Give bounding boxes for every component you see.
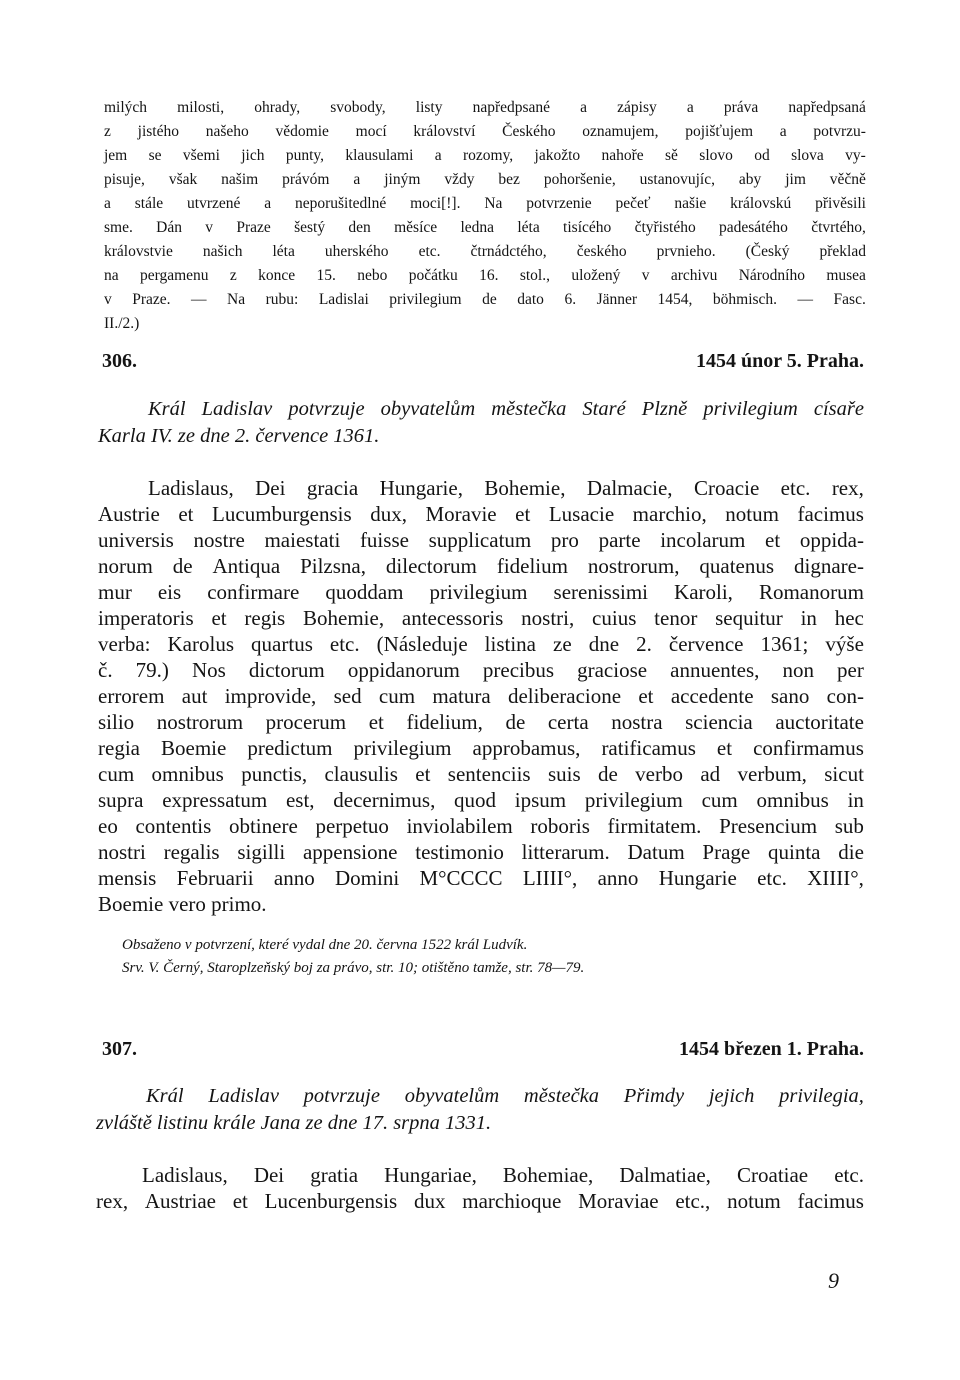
document-number: 306. (102, 350, 137, 372)
text-line: errorem aut improvide, sed cum matura deliberacione et accedente sano con- (98, 684, 864, 708)
document-number: 307. (102, 1038, 137, 1060)
text-line: Ladislaus, Dei gracia Hungarie, Bohemie, Dalmacie, Croacie etc. rex, (148, 476, 864, 500)
text-line: Austrie et Lucumburgensis dux, Moravie et Lusacie marchio, notum facimus (98, 502, 864, 526)
document-date: 1454 únor 5. Praha. (696, 350, 864, 372)
summary-line: Král Ladislav potvrzuje obyvatelům městečka Staré Plzně privilegium císaře (148, 398, 864, 420)
text-line: norum de Antiqua Pilzsna, dilectorum fidelium nostrorum, quatenus dignare- (98, 554, 864, 578)
text-line: v Praze. — Na rubu: Ladislai privilegium de dato 6. Jänner 1454, böhmisch. — Fasc. (104, 291, 866, 308)
text-line: mensis Februarii anno Domini M°CCCC LIIII°, anno Hungarie etc. XIIII°, (98, 866, 864, 890)
text-line: Ladislaus, Dei gratia Hungariae, Bohemiae, Dalmatiae, Croatiae etc. (142, 1163, 864, 1187)
text-line: mur eis confirmare quoddam privilegium serenissimi Karoli, Romanorum (98, 580, 864, 604)
text-line: cum omnibus punctis, clausulis et sentenciis suis de verbo ad verbum, sicut (98, 762, 864, 786)
text-line: silio nostrorum procerum et fidelium, de certa nostra sciencia auctoritate (98, 710, 864, 734)
summary-line: zvláště listinu krále Jana ze dne 17. srpna 1331. (96, 1112, 492, 1134)
text-line: nostri regalis sigilli appensione testimonio litterarum. Datum Prage quinta die (98, 840, 864, 864)
text-line: verba: Karolus quartus etc. (Následuje listina ze dne 2. července 1361; výše (98, 632, 864, 656)
text-line: universis nostre maiestati fuisse supplicatum pro parte incolarum et oppida- (98, 528, 864, 552)
text-line: supra expressatum est, decernimus, quod ipsum privilegium cum omnibus in (98, 788, 864, 812)
text-line: královstvie našich léta uherského etc. čtrnádctého, českého prvnieho. (Český překlad (104, 243, 866, 260)
text-line: na pergamenu z konce 15. nebo počátku 16. stol., uložený v archivu Národního musea (104, 267, 866, 284)
summary-line: Král Ladislav potvrzuje obyvatelům městečka Přimdy jejich privilegia, (146, 1085, 864, 1107)
text-line: imperatoris et regis Bohemie, antecessoris nostri, cuius tenor sequitur in hec (98, 606, 864, 630)
text-line: č. 79.) Nos dictorum oppidanorum precibus graciose annuentes, non per (98, 658, 864, 682)
text-line: rex, Austriae et Lucenburgensis dux marchioque Moraviae etc., notum facimus (96, 1189, 864, 1213)
text-line: z jistého našeho vědomie mocí království Českého oznamujem, pojišťujem a potvrzu- (104, 123, 866, 140)
text-line: II./2.) (104, 315, 140, 332)
text-line: regia Boemie predictum privilegium approbamus, ratificamus et confirmamus (98, 736, 864, 760)
text-line: Boemie vero primo. (98, 892, 267, 916)
text-line: jem se všemi jich punty, klausulami a rozomy, jakožto nahoře sě slovo od slova vy- (104, 147, 866, 164)
text-line: pisuje, však našim právóm a jiným vždy bez pohoršenie, ustanovujíc, aby jim věčně (104, 171, 866, 188)
summary-line: Karla IV. ze dne 2. července 1361. (98, 425, 380, 447)
text-line: sme. Dán v Praze šestý den měsíce ledna léta tisícého čtyřistého padesátého čtvrtého, (104, 219, 866, 236)
text-line: eo contentis obtinere perpetuo inviolabilem roboris firmitatem. Presencium sub (98, 814, 864, 838)
text-line: a stále utvrzené a neporušitedlné moci[!]. Na potvrzenie pečeť našie královskú přivěsili (104, 195, 866, 212)
note-line: Srv. V. Černý, Staroplzeňský boj za právo, str. 10; otištěno tamže, str. 78—79. (122, 960, 585, 976)
text-line: milých milosti, ohrady, svobody, listy napředpsané a zápisy a práva napředpsaná (104, 99, 866, 116)
document-date: 1454 březen 1. Praha. (679, 1038, 864, 1060)
note-line: Obsaženo v potvrzení, které vydal dne 20. června 1522 král Ludvík. (122, 937, 528, 953)
page-number: 9 (828, 1268, 839, 1293)
